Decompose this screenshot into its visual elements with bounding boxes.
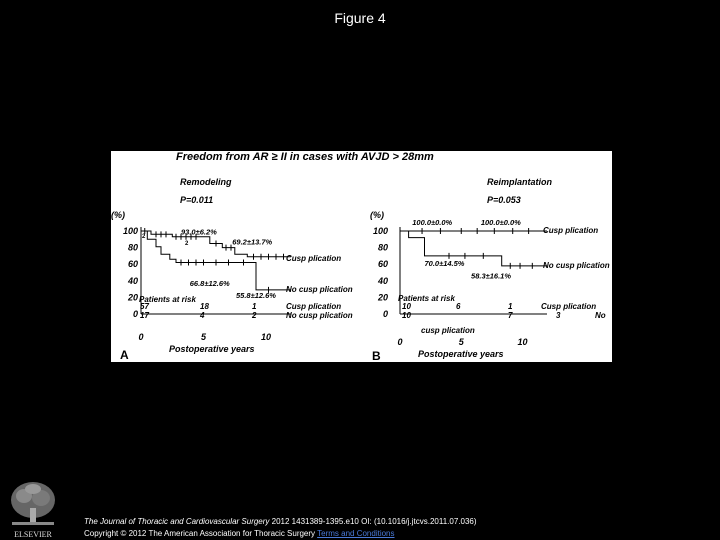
panel-a-risk-row-0-value: 57 [140, 302, 149, 311]
panel-b-risk-row-0-value: 10 [402, 302, 411, 311]
panel-a-risk-row-1-value: 17 [140, 311, 149, 320]
panel-a-y-tick-label: 40 [127, 275, 138, 286]
panel-b-series-1-line [400, 231, 547, 266]
panel-b-series-1-legend-label: No cusp plication [543, 261, 610, 270]
panel-a-chart [123, 226, 353, 342]
panel-a-small-mark-1: 2 [142, 234, 146, 240]
panel-a-y-tick-label: 100 [122, 226, 138, 236]
panel-a-risk-row-1-value: 2 [252, 311, 257, 320]
panel-b-x-tick-label: 0 [397, 337, 403, 347]
panel-a-x-tick-label: 0 [138, 332, 144, 342]
panel-a-small-mark-2: 2 [185, 241, 189, 247]
panel-b-y-tick-label: 100 [372, 226, 388, 236]
panel-a-title: Remodeling [180, 177, 232, 187]
panel-b-x-tick-label: 5 [458, 337, 464, 347]
panel-a-y-tick-label: 20 [127, 292, 138, 303]
panel-a-y-label: (%) [111, 210, 125, 220]
panel-b-risk-row-0-label: Cusp plication [541, 302, 597, 311]
panel-b-risk-row-0-value: 1 [508, 302, 513, 311]
panel-a-series-0-legend-label: Cusp plication [286, 254, 342, 263]
panel-a-risk-label: Patients at risk [139, 295, 196, 304]
panel-b-title: Reimplantation [487, 177, 553, 187]
panel-a-y-tick-label: 0 [132, 309, 138, 319]
panel-a-risk-row-1-value: 4 [200, 311, 205, 320]
panel-a-risk-row-0-value: 1 [252, 302, 257, 311]
panel-b-letter: B [372, 349, 381, 362]
panel-a-series-1-annotation: 55.8±12.6% [236, 291, 276, 301]
citation-line [84, 516, 704, 528]
panel-b-x-tick-label: 10 [517, 337, 528, 347]
panel-a-letter: A [120, 348, 129, 362]
panel-a-series-0-annotation: 69.2±13.7% [232, 237, 273, 247]
panel-a-risk-row-1-label: No cusp plication [286, 311, 353, 320]
panel-a-risk-row-0-value: 18 [200, 302, 209, 311]
slide-title: Figure 4 [334, 10, 386, 26]
citation-block [84, 516, 704, 540]
panel-b-y-tick-label: 20 [377, 292, 388, 303]
publisher-logo-text: ELSEVIER [14, 530, 52, 539]
panel-b-risk-row-1-extra-label: No [595, 311, 606, 320]
panel-b-series-0-annotation: 100.0±0.0% [480, 218, 521, 228]
panel-a-x-tick-label: 10 [260, 332, 272, 342]
panel-b-risk-row-0-value: 6 [456, 302, 461, 311]
panel-b-y-tick-label: 60 [377, 259, 388, 270]
panel-a-x-label: Postoperative years [169, 344, 255, 354]
panel-b-p-value: P=0.053 [487, 195, 521, 205]
panel-b-series-1-annotation: 70.0±14.5% [424, 258, 465, 268]
panel-b-risk-label: Patients at risk [398, 294, 455, 303]
panel-a-series-1-annotation: 66.8±12.6% [189, 278, 230, 288]
panel-b-series-1-annotation: 58.3±16.1% [471, 271, 512, 281]
publisher-logo-tree-icon [6, 478, 60, 540]
panel-a-series-1-legend-label: No cusp plication [286, 285, 353, 294]
panel-b-risk-row-1-value: 10 [402, 311, 411, 320]
panel-b-x-label: Postoperative years [418, 349, 504, 359]
panel-a-series-0-annotation: 93.0±6.2% [181, 227, 217, 237]
citation-details: 2012 1431389-1395.e10 OI: (10.1016/j.jtcvs.2011.07.036) [269, 517, 477, 526]
panel-a-p-value: P=0.011 [180, 195, 214, 205]
km-figure-svg [111, 151, 612, 362]
panel-b-risk-row-1-extra-value: 3 [556, 311, 561, 320]
panel-a-risk-row-0-label: Cusp plication [286, 302, 342, 311]
panel-b-chart [373, 218, 610, 347]
figure-main-title: Freedom from AR ≥ II in cases with AVJD > 28mm [176, 151, 434, 163]
panel-a-x-tick-label: 5 [200, 332, 207, 342]
panel-a-y-tick-label: 80 [127, 242, 138, 253]
terms-link[interactable]: Terms and Conditions [317, 529, 395, 538]
journal-name: The Journal of Thoracic and Cardiovascular Surgery [84, 517, 270, 526]
panel-a-y-tick-label: 60 [127, 259, 138, 270]
copyright-line [84, 528, 704, 540]
panel-b-y-tick-label: 80 [377, 242, 388, 253]
panel-b-series-0-legend-label: Cusp plication [543, 226, 599, 235]
panel-b-y-tick-label: 40 [377, 275, 388, 286]
figure-panel [111, 151, 612, 362]
panel-b-y-label: (%) [370, 210, 384, 220]
panel-b-y-tick-label: 0 [382, 309, 388, 319]
copyright-text: Copyright © 2012 The American Association for Thoracic Surgery [84, 529, 316, 538]
panel-b-risk-row-1-label: cusp plication [421, 326, 475, 335]
panel-b-series-0-annotation: 100.0±0.0% [412, 218, 453, 228]
panel-b-risk-row-1-value: 7 [508, 311, 513, 320]
